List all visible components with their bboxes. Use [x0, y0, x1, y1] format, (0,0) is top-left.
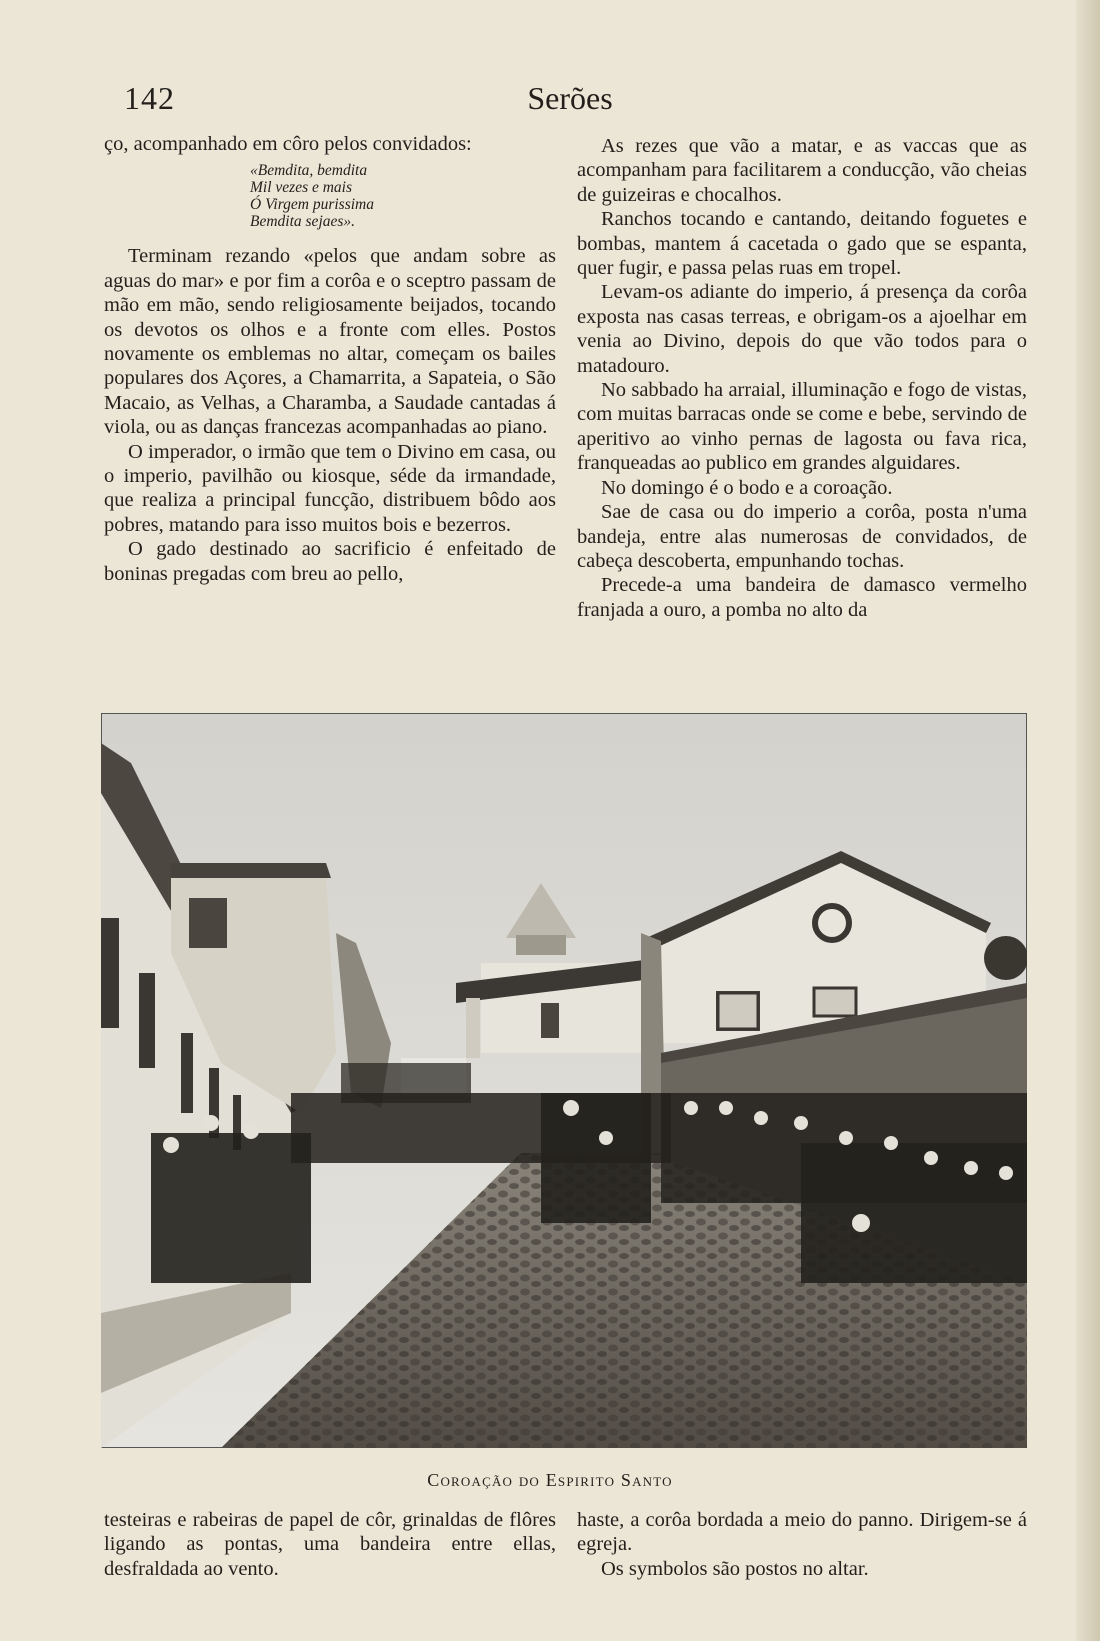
- paragraph: O gado destinado ao sacrificio é enfeitado de boninas pregadas com breu ao pello,: [104, 538, 556, 585]
- verse-line: «Bemdita, bemdita: [250, 162, 368, 180]
- verse-line: Ó Virgem purissima: [250, 196, 374, 214]
- right-column-bottom: [577, 1508, 1027, 1581]
- verse-block: [250, 162, 556, 230]
- left-column-top: [104, 132, 556, 586]
- page-number: 142: [124, 80, 175, 116]
- right-column-top: [577, 134, 1027, 622]
- paragraph: Levam-os adiante do imperio, á presença da corôa exposta nas casas terreas, e obrigam-os a ajoelhar em venia ao Divino, depois do que vão todos para o matadouro.: [577, 281, 1027, 377]
- paragraph: Terminam rezando «pelos que andam sobre as aguas do mar» e por fim a corôa e o sceptro passam de mão em mão, sendo religiosamente beijados, tocando os devotos os olhos e a fronte com elles. Postos novamente os emblemas no altar, começam os bailes populares dos Açores, a Chamarrita, a Sapateia, o São Macaio, as Velhas, a Charamba, a Saudade cantadas á viola, ou as danças francezas acompanhadas ao piano.: [104, 245, 556, 439]
- running-title: Serões: [527, 80, 613, 116]
- paragraph: Os symbolos são postos no altar.: [601, 1557, 869, 1580]
- paragraph: Sae de casa ou do imperio a corôa, posta n'uma bandeja, entre alas numerosas de convidados, de cabeça descoberta, empunhando tochas.: [577, 501, 1027, 572]
- paragraph: No domingo é o bodo e a coroação.: [601, 476, 893, 499]
- paragraph: ço, acompanhado em côro pelos convidados:: [104, 133, 472, 155]
- paragraph: testeiras e rabeiras de papel de côr, grinaldas de flôres ligando as pontas, uma bandeira entre ellas, desfraldada ao vento.: [104, 1509, 556, 1580]
- paragraph: Ranchos tocando e cantando, deitando foguetes e bombas, mantem á cacetada o gado que se espanta, quer fugir, e passa pelas ruas em tropel.: [577, 208, 1027, 280]
- paragraph: haste, a corôa bordada a meio do panno. Dirigem-se á egreja.: [577, 1509, 1027, 1556]
- left-column-bottom: [104, 1508, 556, 1581]
- paragraph: As rezes que vão a matar, e as vaccas que as acompanham para facilitarem a conducção, vão cheias de guizeiras e chocalhos.: [577, 135, 1027, 206]
- page-edge: [1076, 0, 1100, 1641]
- photo-caption: Coroação do Espirito Santo: [427, 1470, 673, 1490]
- paragraph: Precede-a uma bandeira de damasco vermelho franjada a ouro, a pomba no alto da: [577, 574, 1027, 621]
- street-photograph: [101, 713, 1027, 1448]
- paragraph: No sabbado ha arraial, illuminação e fogo de vistas, com muitas barracas onde se come e bebe, servindo de aperitivo ao vinho pernas de lagosta ou fava rica, franqueadas ao publico em grandes alguidares.: [577, 379, 1027, 475]
- verse-line: Bemdita sejaes».: [250, 213, 356, 231]
- paragraph: O imperador, o irmão que tem o Divino em casa, ou o imperio, pavilhão ou kiosque, séde da irmandade, que realiza a principal funcção, distribuem bôdo aos pobres, matando para isso muitos bois e bezerros.: [104, 440, 556, 536]
- verse-line: Mil vezes e mais: [250, 179, 353, 197]
